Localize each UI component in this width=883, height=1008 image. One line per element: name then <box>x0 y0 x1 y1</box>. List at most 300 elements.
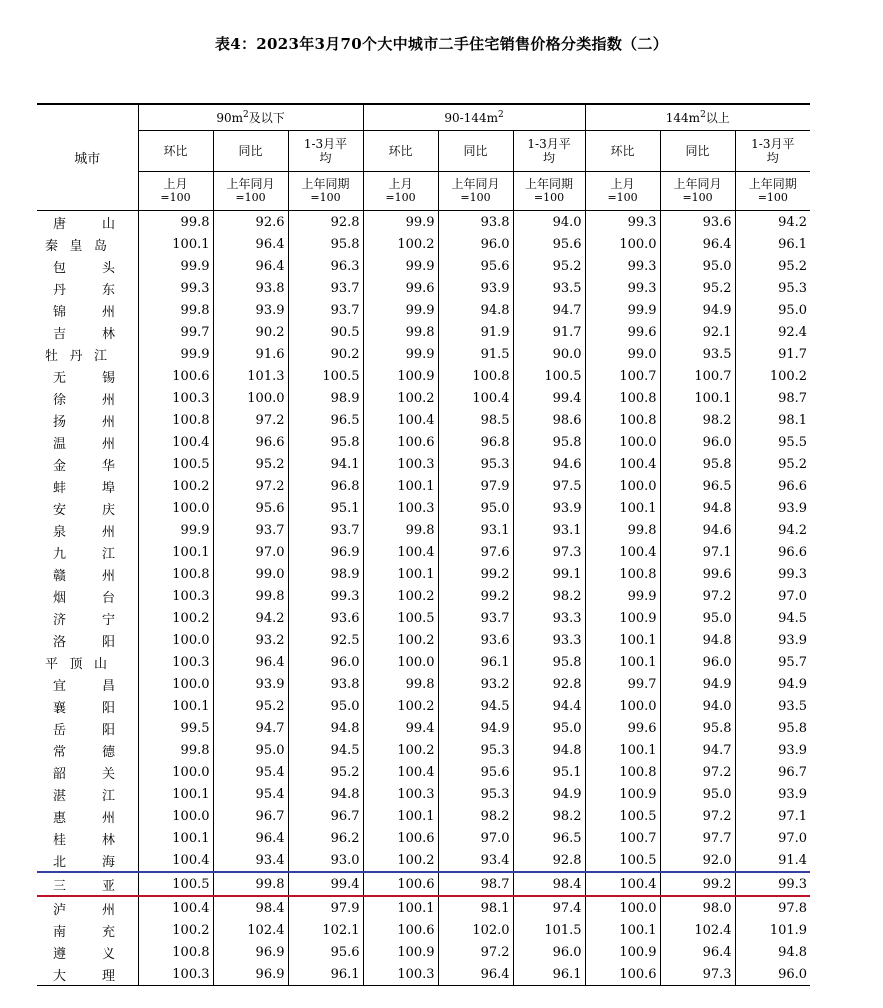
index-value: 100.3 <box>363 497 438 519</box>
index-value: 100.3 <box>138 387 213 409</box>
index-value: 90.0 <box>513 343 585 365</box>
table-row <box>37 431 810 453</box>
index-value: 95.4 <box>213 761 288 783</box>
index-value: 95.0 <box>660 255 735 277</box>
city-name-text: 常德 <box>53 744 115 760</box>
index-value: 98.7 <box>438 872 513 896</box>
city-name-text: 蚌埠 <box>53 480 115 496</box>
subheader-avg-line2: 均 <box>319 151 332 165</box>
index-value: 100.8 <box>438 365 513 387</box>
index-value: 99.4 <box>363 717 438 739</box>
index-value: 101.9 <box>735 919 810 941</box>
index-value: 94.5 <box>438 695 513 717</box>
city-name-text: 九江 <box>53 546 115 562</box>
index-value: 99.8 <box>138 211 213 234</box>
index-value: 98.7 <box>735 387 810 409</box>
city-name <box>37 277 138 299</box>
index-value: 100.5 <box>513 365 585 387</box>
table-row <box>37 695 810 717</box>
index-value: 95.6 <box>513 233 585 255</box>
index-value: 96.2 <box>288 827 363 849</box>
subheader-yoy-large: 同比 <box>660 131 735 172</box>
index-value: 96.4 <box>660 941 735 963</box>
index-value: 98.2 <box>513 805 585 827</box>
table-row <box>37 629 810 651</box>
index-value: 100.1 <box>363 896 438 919</box>
index-value: 95.1 <box>513 761 585 783</box>
index-value: 91.9 <box>438 321 513 343</box>
index-value: 96.3 <box>288 255 363 277</box>
index-value: 99.3 <box>735 872 810 896</box>
index-value: 100.0 <box>138 761 213 783</box>
index-value: 100.1 <box>138 695 213 717</box>
city-name-text: 湛江 <box>53 788 115 804</box>
index-value: 90.5 <box>288 321 363 343</box>
index-value: 95.4 <box>213 783 288 805</box>
index-value: 100.4 <box>585 541 660 563</box>
base-note-line2: =100 <box>310 191 341 204</box>
city-name-text: 岳阳 <box>53 722 115 738</box>
base-note-line2: =100 <box>533 191 565 204</box>
base-note-avg-medium <box>513 172 585 211</box>
index-value: 100.1 <box>585 739 660 761</box>
subheader-mom-large: 环比 <box>585 131 660 172</box>
city-name <box>37 431 138 453</box>
index-value: 100.2 <box>363 629 438 651</box>
index-value: 100.7 <box>660 365 735 387</box>
index-value: 99.6 <box>585 717 660 739</box>
base-note-line2: =100 <box>460 191 491 204</box>
base-note-mom-small <box>138 172 213 211</box>
index-value: 94.9 <box>660 673 735 695</box>
index-value: 100.9 <box>585 783 660 805</box>
base-note-avg-large <box>735 172 810 211</box>
index-value: 96.9 <box>288 541 363 563</box>
index-value: 96.8 <box>438 431 513 453</box>
index-value: 99.8 <box>138 299 213 321</box>
city-name <box>37 629 138 651</box>
index-value: 93.4 <box>213 849 288 872</box>
city-name <box>37 872 138 896</box>
index-value: 95.8 <box>660 717 735 739</box>
index-value: 100.7 <box>585 365 660 387</box>
base-note-line2: =100 <box>682 191 713 204</box>
index-value: 100.1 <box>660 387 735 409</box>
city-name-text: 桂林 <box>53 832 115 848</box>
city-name-text: 赣州 <box>53 568 115 584</box>
index-value: 97.4 <box>513 896 585 919</box>
index-value: 100.4 <box>138 431 213 453</box>
index-value: 99.9 <box>585 299 660 321</box>
index-value: 97.2 <box>660 805 735 827</box>
index-value: 100.1 <box>585 919 660 941</box>
city-name-text: 南充 <box>53 924 115 940</box>
index-value: 92.0 <box>660 849 735 872</box>
index-value: 99.5 <box>138 717 213 739</box>
index-value: 99.9 <box>138 343 213 365</box>
index-value: 95.2 <box>735 453 810 475</box>
index-value: 96.9 <box>213 963 288 986</box>
index-value: 99.4 <box>288 872 363 896</box>
index-value: 94.7 <box>213 717 288 739</box>
index-value: 93.3 <box>513 629 585 651</box>
index-value: 94.8 <box>660 497 735 519</box>
index-value: 93.1 <box>513 519 585 541</box>
index-value: 100.8 <box>138 941 213 963</box>
index-value: 95.1 <box>288 497 363 519</box>
index-value: 100.0 <box>213 387 288 409</box>
index-value: 97.2 <box>660 585 735 607</box>
index-value: 94.8 <box>735 941 810 963</box>
index-value: 93.9 <box>735 739 810 761</box>
index-value: 100.2 <box>363 739 438 761</box>
index-value: 100.8 <box>138 409 213 431</box>
base-note-line1: 上月 <box>610 177 635 191</box>
city-name-text: 锦州 <box>53 304 115 320</box>
index-value: 100.2 <box>138 475 213 497</box>
base-note-line2: =100 <box>607 191 638 204</box>
index-value: 99.9 <box>363 211 438 234</box>
index-value: 95.0 <box>438 497 513 519</box>
index-value: 93.7 <box>288 299 363 321</box>
index-value: 95.3 <box>438 783 513 805</box>
index-value: 93.8 <box>288 673 363 695</box>
city-name <box>37 387 138 409</box>
table-row <box>37 541 810 563</box>
base-note-avg-small <box>288 172 363 211</box>
index-value: 99.2 <box>438 563 513 585</box>
index-value: 97.2 <box>213 409 288 431</box>
index-value: 100.1 <box>138 233 213 255</box>
index-value: 91.7 <box>735 343 810 365</box>
index-value: 97.7 <box>660 827 735 849</box>
index-value: 96.4 <box>213 827 288 849</box>
index-value: 100.4 <box>585 453 660 475</box>
base-note-line2: =100 <box>160 191 191 204</box>
index-value: 93.9 <box>213 673 288 695</box>
index-value: 100.3 <box>138 651 213 673</box>
index-value: 95.8 <box>660 453 735 475</box>
index-value: 93.7 <box>288 277 363 299</box>
index-value: 100.0 <box>138 673 213 695</box>
table-row <box>37 739 810 761</box>
index-value: 97.0 <box>213 541 288 563</box>
city-name-text: 北海 <box>53 854 115 870</box>
index-value: 97.1 <box>660 541 735 563</box>
index-value: 94.2 <box>213 607 288 629</box>
table-row <box>37 365 810 387</box>
city-name <box>37 563 138 585</box>
index-value: 100.0 <box>585 475 660 497</box>
index-value: 95.2 <box>513 255 585 277</box>
index-value: 99.9 <box>138 255 213 277</box>
index-value: 99.8 <box>213 585 288 607</box>
index-value: 100.4 <box>363 409 438 431</box>
index-value: 96.7 <box>735 761 810 783</box>
index-value: 100.3 <box>363 783 438 805</box>
index-value: 100.0 <box>585 431 660 453</box>
base-note-line1: 上年同月 <box>451 177 500 191</box>
group-header-large: $144m^2$以上 <box>585 104 810 131</box>
index-value: 93.4 <box>438 849 513 872</box>
table-row <box>37 827 810 849</box>
table-title: 表4：2023年3月70个大中城市二手住宅销售价格分类指数（二） <box>214 35 669 53</box>
index-value: 95.8 <box>513 651 585 673</box>
index-value: 100.0 <box>585 896 660 919</box>
index-value: 100.3 <box>363 453 438 475</box>
index-value: 93.9 <box>735 783 810 805</box>
index-value: 99.8 <box>363 321 438 343</box>
index-value: 98.4 <box>513 872 585 896</box>
index-value: 100.7 <box>585 827 660 849</box>
index-value: 100.8 <box>585 761 660 783</box>
index-value: 96.0 <box>288 651 363 673</box>
index-value: 99.2 <box>438 585 513 607</box>
index-value: 92.4 <box>735 321 810 343</box>
index-value: 100.4 <box>585 872 660 896</box>
city-name <box>37 739 138 761</box>
index-value: 96.6 <box>735 541 810 563</box>
index-value: 100.4 <box>138 896 213 919</box>
city-name <box>37 321 138 343</box>
table-row <box>37 233 810 255</box>
index-value: 94.7 <box>660 739 735 761</box>
index-value: 96.4 <box>213 651 288 673</box>
index-value: 99.8 <box>213 872 288 896</box>
index-value: 95.2 <box>288 761 363 783</box>
index-value: 91.6 <box>213 343 288 365</box>
city-name <box>37 827 138 849</box>
city-name-text: 宜昌 <box>53 678 115 694</box>
index-value: 92.5 <box>288 629 363 651</box>
index-value: 96.6 <box>735 475 810 497</box>
index-value: 95.2 <box>660 277 735 299</box>
city-name-text: 韶关 <box>53 766 115 782</box>
index-value: 99.1 <box>513 563 585 585</box>
index-value: 95.0 <box>513 717 585 739</box>
index-value: 94.9 <box>660 299 735 321</box>
table-row <box>37 963 810 986</box>
base-note-line2: =100 <box>757 191 788 204</box>
base-note-mom-medium <box>363 172 438 211</box>
index-value: 95.0 <box>660 607 735 629</box>
index-value: 91.5 <box>438 343 513 365</box>
city-name-text: 金华 <box>53 458 115 474</box>
index-value: 96.4 <box>213 233 288 255</box>
index-value: 100.2 <box>363 585 438 607</box>
index-value: 94.8 <box>288 783 363 805</box>
subheader-mom-small: 环比 <box>138 131 213 172</box>
index-value: 100.9 <box>363 941 438 963</box>
index-value: 95.7 <box>735 651 810 673</box>
group-header-medium: $90-144m^2$ <box>363 104 585 131</box>
index-value: 96.7 <box>288 805 363 827</box>
city-name-text: 烟台 <box>53 590 115 606</box>
city-name <box>37 849 138 872</box>
city-name-text: 平顶山 <box>45 656 107 672</box>
city-name <box>37 673 138 695</box>
city-name <box>37 783 138 805</box>
city-name-text: 襄阳 <box>53 700 115 716</box>
index-value: 98.4 <box>213 896 288 919</box>
index-value: 96.4 <box>660 233 735 255</box>
index-value: 102.4 <box>660 919 735 941</box>
city-name <box>37 585 138 607</box>
index-value: 100.5 <box>138 872 213 896</box>
city-name-text: 秦皇岛 <box>45 238 107 254</box>
index-value: 93.6 <box>288 607 363 629</box>
index-value: 93.6 <box>438 629 513 651</box>
index-value: 100.5 <box>138 453 213 475</box>
index-value: 95.5 <box>735 431 810 453</box>
city-name <box>37 651 138 673</box>
table-row <box>37 872 810 896</box>
index-value: 95.0 <box>288 695 363 717</box>
base-note-line1: 上月 <box>163 177 188 191</box>
table-row <box>37 919 810 941</box>
city-name <box>37 541 138 563</box>
index-value: 93.9 <box>438 277 513 299</box>
index-value: 94.7 <box>513 299 585 321</box>
index-value: 96.0 <box>438 233 513 255</box>
index-value: 93.1 <box>438 519 513 541</box>
base-note-line1: 上年同期 <box>301 177 350 191</box>
index-value: 94.8 <box>660 629 735 651</box>
index-value: 96.5 <box>660 475 735 497</box>
index-value: 98.6 <box>513 409 585 431</box>
index-value: 91.4 <box>735 849 810 872</box>
index-value: 98.9 <box>288 387 363 409</box>
index-value: 99.3 <box>585 211 660 234</box>
index-value: 99.0 <box>213 563 288 585</box>
index-value: 92.1 <box>660 321 735 343</box>
index-value: 97.5 <box>513 475 585 497</box>
index-value: 97.1 <box>735 805 810 827</box>
index-value: 92.8 <box>288 211 363 234</box>
price-index-table <box>37 103 810 986</box>
index-value: 98.5 <box>438 409 513 431</box>
index-value: 93.5 <box>660 343 735 365</box>
city-name <box>37 695 138 717</box>
table-row <box>37 783 810 805</box>
table-row <box>37 453 810 475</box>
index-value: 92.6 <box>213 211 288 234</box>
index-value: 96.8 <box>288 475 363 497</box>
index-value: 93.8 <box>213 277 288 299</box>
table-row <box>37 277 810 299</box>
index-value: 94.8 <box>438 299 513 321</box>
index-value: 96.4 <box>438 963 513 986</box>
index-value: 90.2 <box>213 321 288 343</box>
table-row <box>37 651 810 673</box>
city-name-text: 唐山 <box>53 216 115 232</box>
city-name <box>37 963 138 986</box>
index-value: 96.6 <box>213 431 288 453</box>
index-value: 97.0 <box>735 585 810 607</box>
index-value: 95.8 <box>513 431 585 453</box>
index-value: 100.0 <box>585 695 660 717</box>
index-value: 96.1 <box>438 651 513 673</box>
index-value: 100.2 <box>363 387 438 409</box>
index-value: 100.3 <box>138 963 213 986</box>
index-value: 96.0 <box>735 963 810 986</box>
index-value: 95.6 <box>438 255 513 277</box>
city-name <box>37 761 138 783</box>
index-value: 100.4 <box>438 387 513 409</box>
index-value: 96.1 <box>735 233 810 255</box>
index-value: 93.2 <box>438 673 513 695</box>
city-name-text: 温州 <box>53 436 115 452</box>
city-name-text: 遵义 <box>53 946 115 962</box>
table-row <box>37 673 810 695</box>
table-row <box>37 585 810 607</box>
table-row <box>37 475 810 497</box>
index-value: 99.3 <box>138 277 213 299</box>
city-name <box>37 409 138 431</box>
city-name <box>37 211 138 234</box>
index-value: 99.9 <box>363 343 438 365</box>
index-value: 100.6 <box>138 365 213 387</box>
subheader-avg-line1: 1-3月平 <box>751 137 795 151</box>
index-value: 93.9 <box>213 299 288 321</box>
index-value: 99.6 <box>363 277 438 299</box>
index-value: 100.9 <box>363 365 438 387</box>
city-name <box>37 365 138 387</box>
index-value: 100.2 <box>735 365 810 387</box>
base-note-line1: 上年同月 <box>226 177 275 191</box>
index-value: 100.8 <box>138 563 213 585</box>
index-value: 100.1 <box>138 783 213 805</box>
index-value: 100.3 <box>363 963 438 986</box>
index-value: 96.5 <box>513 827 585 849</box>
base-note-line2: =100 <box>235 191 266 204</box>
index-value: 93.5 <box>735 695 810 717</box>
index-value: 99.6 <box>585 321 660 343</box>
index-value: 93.3 <box>513 607 585 629</box>
index-value: 99.0 <box>585 343 660 365</box>
index-value: 98.9 <box>288 563 363 585</box>
index-value: 100.1 <box>585 629 660 651</box>
index-value: 100.1 <box>138 541 213 563</box>
index-value: 93.9 <box>735 629 810 651</box>
index-value: 93.7 <box>288 519 363 541</box>
index-value: 94.9 <box>513 783 585 805</box>
index-value: 94.6 <box>660 519 735 541</box>
index-value: 98.1 <box>438 896 513 919</box>
index-value: 100.4 <box>363 761 438 783</box>
index-value: 98.2 <box>660 409 735 431</box>
city-name <box>37 805 138 827</box>
index-value: 93.9 <box>735 497 810 519</box>
index-value: 94.5 <box>735 607 810 629</box>
index-value: 99.7 <box>585 673 660 695</box>
index-value: 97.2 <box>213 475 288 497</box>
index-value: 100.6 <box>363 431 438 453</box>
index-value: 93.6 <box>660 211 735 234</box>
subheader-mom-medium: 环比 <box>363 131 438 172</box>
city-name <box>37 519 138 541</box>
index-value: 99.8 <box>363 673 438 695</box>
index-value: 97.9 <box>438 475 513 497</box>
index-value: 98.2 <box>438 805 513 827</box>
index-value: 96.4 <box>213 255 288 277</box>
index-value: 100.1 <box>138 827 213 849</box>
index-value: 97.3 <box>660 963 735 986</box>
index-value: 95.8 <box>288 233 363 255</box>
index-value: 98.0 <box>660 896 735 919</box>
index-value: 94.8 <box>288 717 363 739</box>
index-value: 95.8 <box>735 717 810 739</box>
